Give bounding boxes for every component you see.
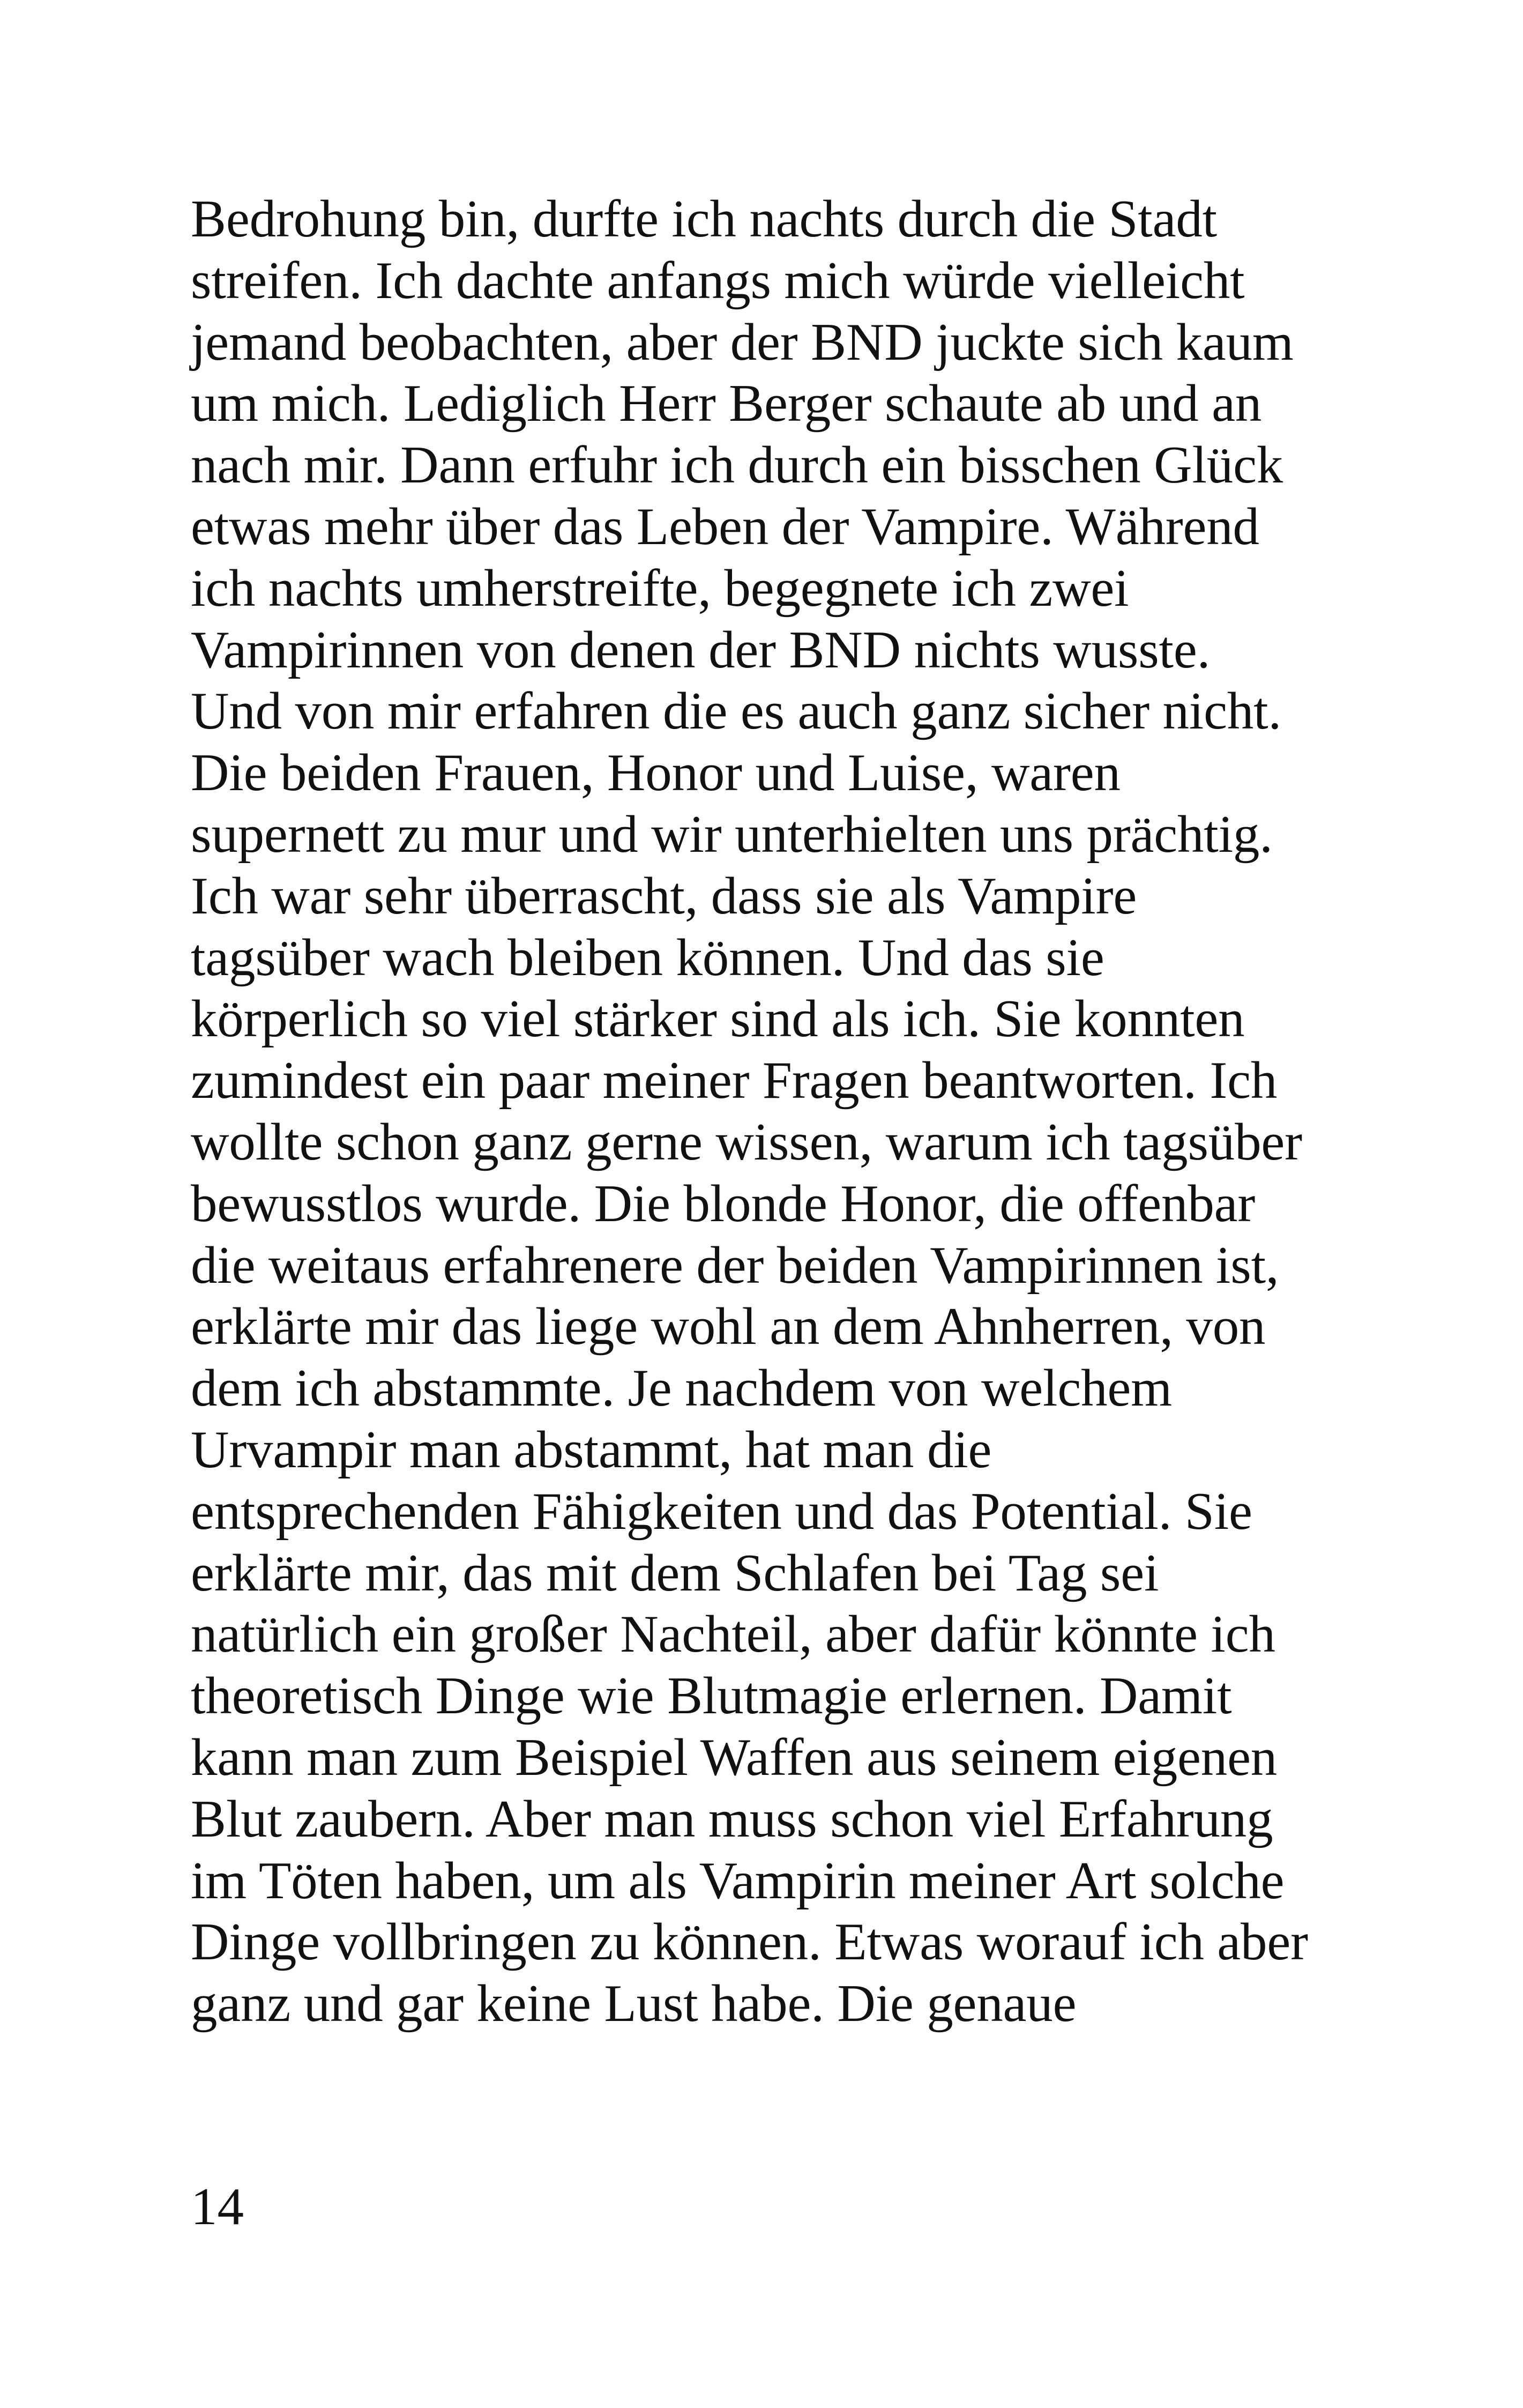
text-line: Dinge vollbringen zu können. Etwas worauf ich aber [191, 1913, 1308, 1972]
text-line: kann man zum Beispiel Waffen aus seinem eigenen [191, 1728, 1278, 1787]
text-line: Vampirinnen von denen der BND nichts wusste. [191, 620, 1211, 679]
text-line: Die beiden Frauen, Honor und Luise, waren [191, 744, 1121, 802]
text-line: wollte schon ganz gerne wissen, warum ich tagsüber [191, 1112, 1302, 1171]
text-line: jemand beobachten, aber der BND juckte sich kaum [191, 313, 1294, 371]
text-line: bewusstlos wurde. Die blonde Honor, die offenbar [191, 1174, 1256, 1233]
text-line: erklärte mir, das mit dem Schlafen bei Tag sei [191, 1543, 1159, 1602]
text-line: Bedrohung bin, durfte ich nachts durch die Stadt [191, 190, 1217, 248]
text-line: theoretisch Dinge wie Blutmagie erlernen. Damit [191, 1667, 1232, 1726]
text-line: dem ich abstammte. Je nachdem von welchem [191, 1359, 1172, 1418]
text-line: natürlich ein großer Nachteil, aber dafür könnte ich [191, 1605, 1275, 1664]
text-line: etwas mehr über das Leben der Vampire. Während [191, 497, 1259, 556]
text-line: im Töten haben, um als Vampirin meiner Art solche [191, 1851, 1285, 1910]
text-line: um mich. Lediglich Herr Berger schaute ab und an [191, 374, 1262, 433]
body-text [191, 189, 1370, 2035]
text-line: ganz und gar keine Lust habe. Die genaue [191, 1974, 1077, 2033]
text-line: entsprechenden Fähigkeiten und das Potential. Sie [191, 1482, 1252, 1541]
text-line: Und von mir erfahren die es auch ganz sicher nicht. [191, 682, 1282, 741]
text-line: zumindest ein paar meiner Fragen beantworten. Ich [191, 1051, 1278, 1110]
text-line: Ich war sehr überrascht, dass sie als Vampire [191, 866, 1137, 925]
page-number: 14 [191, 2177, 244, 2236]
text-line: supernett zu mur und wir unterhielten uns prächtig. [191, 805, 1273, 864]
text-line: Blut zaubern. Aber man muss schon viel Erfahrung [191, 1789, 1273, 1848]
text-line: erklärte mir das liege wohl an dem Ahnherren, von [191, 1297, 1266, 1356]
text-line: ich nachts umherstreifte, begegnete ich zwei [191, 559, 1129, 618]
text-line: körperlich so viel stärker sind als ich. Sie konnten [191, 990, 1245, 1049]
text-line: streifen. Ich dachte anfangs mich würde vielleicht [191, 251, 1245, 310]
text-line: nach mir. Dann erfuhr ich durch ein bisschen Glück [191, 436, 1283, 495]
text-line: Urvampir man abstammt, hat man die [191, 1420, 992, 1479]
text-line: die weitaus erfahrenere der beiden Vampirinnen ist, [191, 1236, 1279, 1295]
text-line: tagsüber wach bleiben können. Und das sie [191, 928, 1104, 987]
